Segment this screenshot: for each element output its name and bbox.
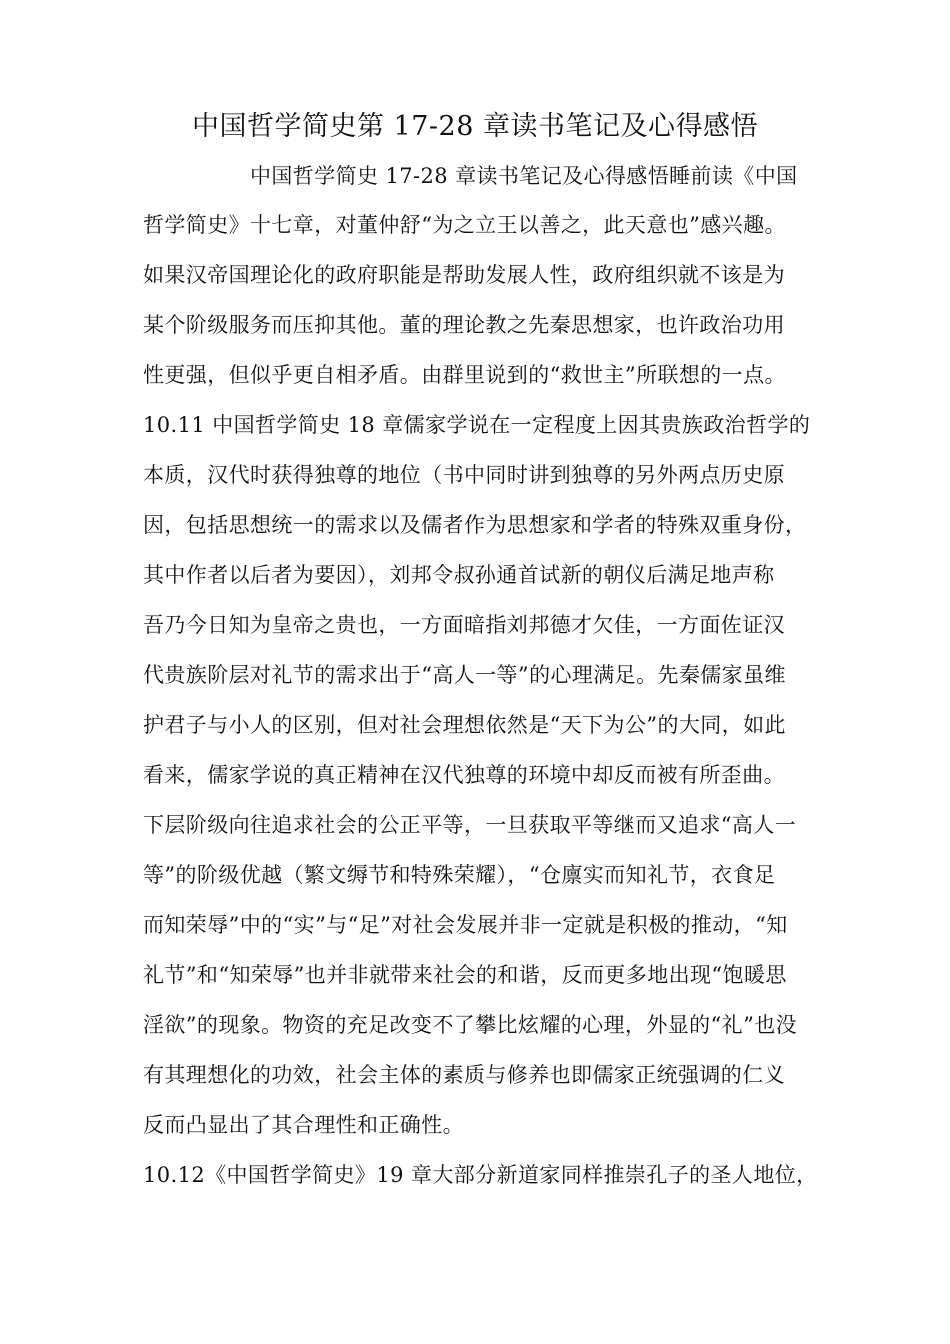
- paragraph-line: 下层阶级向往追求社会的公正平等，一旦获取平等继而又追求“高人一: [143, 813, 797, 837]
- paragraph-line: 因，包括思想统一的需求以及儒者作为思想家和学者的特殊双重身份，: [143, 513, 807, 537]
- paragraph-line: 某个阶级服务而压抑其他。董的理论教之先秦思想家，也许政治功用: [143, 313, 785, 337]
- paragraph-line: 10.12《中国哲学简史》19 章大部分新道家同样推崇孔子的圣人地位，: [143, 1163, 818, 1187]
- paragraph-line: 本质，汉代时获得独尊的地位（书中同时讲到独尊的另外两点历史原: [143, 463, 785, 487]
- paragraph-line: 而知荣辱”中的“实”与“足”对社会发展并非一定就是积极的推动，“知: [143, 913, 788, 937]
- paragraph-line: 哲学简史》十七章，对董仲舒“为之立王以善之，此天意也”感兴趣。: [143, 213, 786, 237]
- paragraph-line: 等”的阶级优越（繁文缛节和特殊荣耀），“仓廪实而知礼节，衣食足: [143, 863, 776, 887]
- paragraph-line: 其中作者以后者为要因），刘邦令叔孙通首试新的朝仪后满足地声称: [143, 563, 775, 587]
- paragraph-line: 看来，儒家学说的真正精神在汉代独尊的环境中却反而被有所歪曲。: [143, 763, 785, 787]
- document-title: 中国哲学简史第 17-28 章读书笔记及心得感悟: [191, 111, 758, 142]
- paragraph-line: 如果汉帝国理论化的政府职能是帮助发展人性，政府组织就不该是为: [143, 263, 785, 287]
- paragraph-line: 护君子与小人的区别，但对社会理想依然是“天下为公”的大同，如此: [143, 713, 786, 737]
- paragraph-line: 吾乃今日知为皇帝之贵也，一方面暗指刘邦德才欠佳，一方面佐证汉: [143, 613, 785, 637]
- paragraph-line: 性更强，但似乎更自相矛盾。由群里说到的“救世主”所联想的一点。: [143, 363, 786, 387]
- paragraph-line: 有其理想化的功效，社会主体的素质与修养也即儒家正统强调的仁义: [143, 1063, 785, 1087]
- paragraph-line: 淫欲”的现象。物资的充足改变不了攀比炫耀的心理，外显的“礼”也没: [143, 1013, 798, 1037]
- paragraph-line: 反而凸显出了其合理性和正确性。: [143, 1113, 464, 1137]
- paragraph-line: 10.11 中国哲学简史 18 章儒家学说在一定程度上因其贵族政治哲学的: [143, 413, 811, 437]
- paragraph-line: 代贵族阶层对礼节的需求出于“高人一等”的心理满足。先秦儒家虽维: [143, 663, 786, 687]
- paragraph-line: 礼节”和“知荣辱”也并非就带来社会的和谐，反而更多地出现“饱暖思: [143, 963, 787, 987]
- paragraph-line: 中国哲学简史 17-28 章读书笔记及心得感悟睡前读《中国: [250, 164, 798, 188]
